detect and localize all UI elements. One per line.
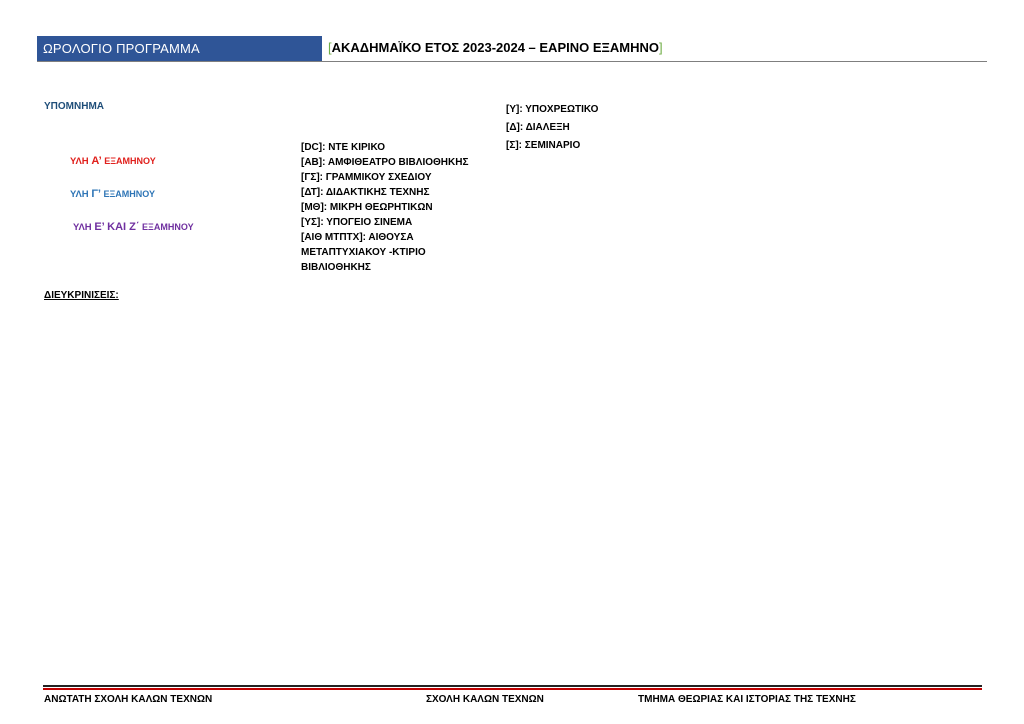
legend-semester-e-z-suffix: ΕΞΑΜΗΝΟΥ <box>139 222 194 232</box>
bracket-close: ] <box>659 40 663 55</box>
bracket-open: [ <box>328 40 332 55</box>
schedule-title-box <box>37 36 322 61</box>
legend-semester-c-mark: Γ’ <box>91 188 101 200</box>
type-item: [Δ]: ΔΙΑΛΕΞΗ <box>506 122 570 133</box>
legend-semester-a <box>70 155 156 167</box>
legend-semester-c <box>70 188 155 200</box>
schedule-title: ΩΡΟΛΟΓΙΟ ΠΡΟΓΡΑΜΜΑ <box>43 41 200 56</box>
room-item: [ΔΤ]: ΔΙΔΑΚΤΙΚΗΣ ΤΕΧΝΗΣ <box>301 187 430 198</box>
course-type-legend <box>506 101 598 155</box>
footer-institution: ΑΝΩΤΑΤΗ ΣΧΟΛΗ ΚΑΛΩΝ ΤΕΧΝΩΝ <box>44 694 213 705</box>
academic-year-text: ΑΚΑΔΗΜΑΪΚΟ ΕΤΟΣ 2023-2024 – ΕΑΡΙΝΟ ΕΞΑΜΗΝΟ <box>331 40 659 55</box>
footer-department: ΤΜΗΜΑ ΘΕΩΡΙΑΣ ΚΑΙ ΙΣΤΟΡΙΑΣ ΤΗΣ ΤΕΧΝΗΣ <box>638 694 856 705</box>
room-item: [DC]: ΝΤΕ ΚΙΡΙΚΟ <box>301 142 385 153</box>
type-item: [Υ]: ΥΠΟΧΡΕΩΤΙΚΟ <box>506 104 599 115</box>
academic-year-title <box>328 40 663 55</box>
type-item: [Σ]: ΣΕΜΙΝΑΡΙΟ <box>506 140 581 151</box>
legend-semester-e-z <box>73 221 194 233</box>
footer-school: ΣΧΟΛΗ ΚΑΛΩΝ ΤΕΧΝΩΝ <box>426 694 544 705</box>
room-item: [ΥΣ]: ΥΠΟΓΕΙΟ ΣΙΝΕΜΑ <box>301 217 413 228</box>
room-item: [ΑΒ]: ΑΜΦΙΘΕΑΤΡΟ ΒΙΒΛΙΟΘΗΚΗΣ <box>301 157 469 168</box>
room-item: [ΓΣ]: ΓΡΑΜΜΙΚΟΥ ΣΧΕΔΙΟΥ <box>301 172 432 183</box>
clarifications-title: ΔΙΕΥΚΡΙΝΙΣΕΙΣ: <box>44 290 119 301</box>
legend-semester-c-prefix: ΥΛΗ <box>70 189 92 200</box>
legend-semester-a-mark: Α’ <box>91 155 102 167</box>
room-legend <box>301 140 491 275</box>
legend-semester-e-z-prefix: ΥΛΗ <box>73 222 95 233</box>
header-divider <box>37 61 987 62</box>
room-item: [ΑΙΘ ΜΤΠΤΧ]: ΑΙΘΟΥΣΑ ΜΕΤΑΠΤΥΧΙΑΚΟΥ -ΚΤΙΡΙΟ ΒΙΒΛΙΟΘΗΚΗΣ <box>301 232 426 273</box>
footer-divider-red <box>43 688 982 690</box>
legend-title: ΥΠΟΜΝΗΜΑ <box>44 101 104 112</box>
footer-divider-dark <box>43 685 982 687</box>
room-item: [ΜΘ]: ΜΙΚΡΗ ΘΕΩΡΗΤΙΚΩΝ <box>301 202 433 213</box>
legend-semester-a-prefix: ΥΛΗ <box>70 156 92 167</box>
legend-semester-c-suffix: ΕΞΑΜΗΝΟΥ <box>100 189 156 199</box>
legend-semester-e-z-mark: Ε’ ΚΑΙ Ζ΄ <box>94 221 140 233</box>
legend-semester-a-suffix: ΕΞΑΜΗΝΟΥ <box>101 156 156 166</box>
